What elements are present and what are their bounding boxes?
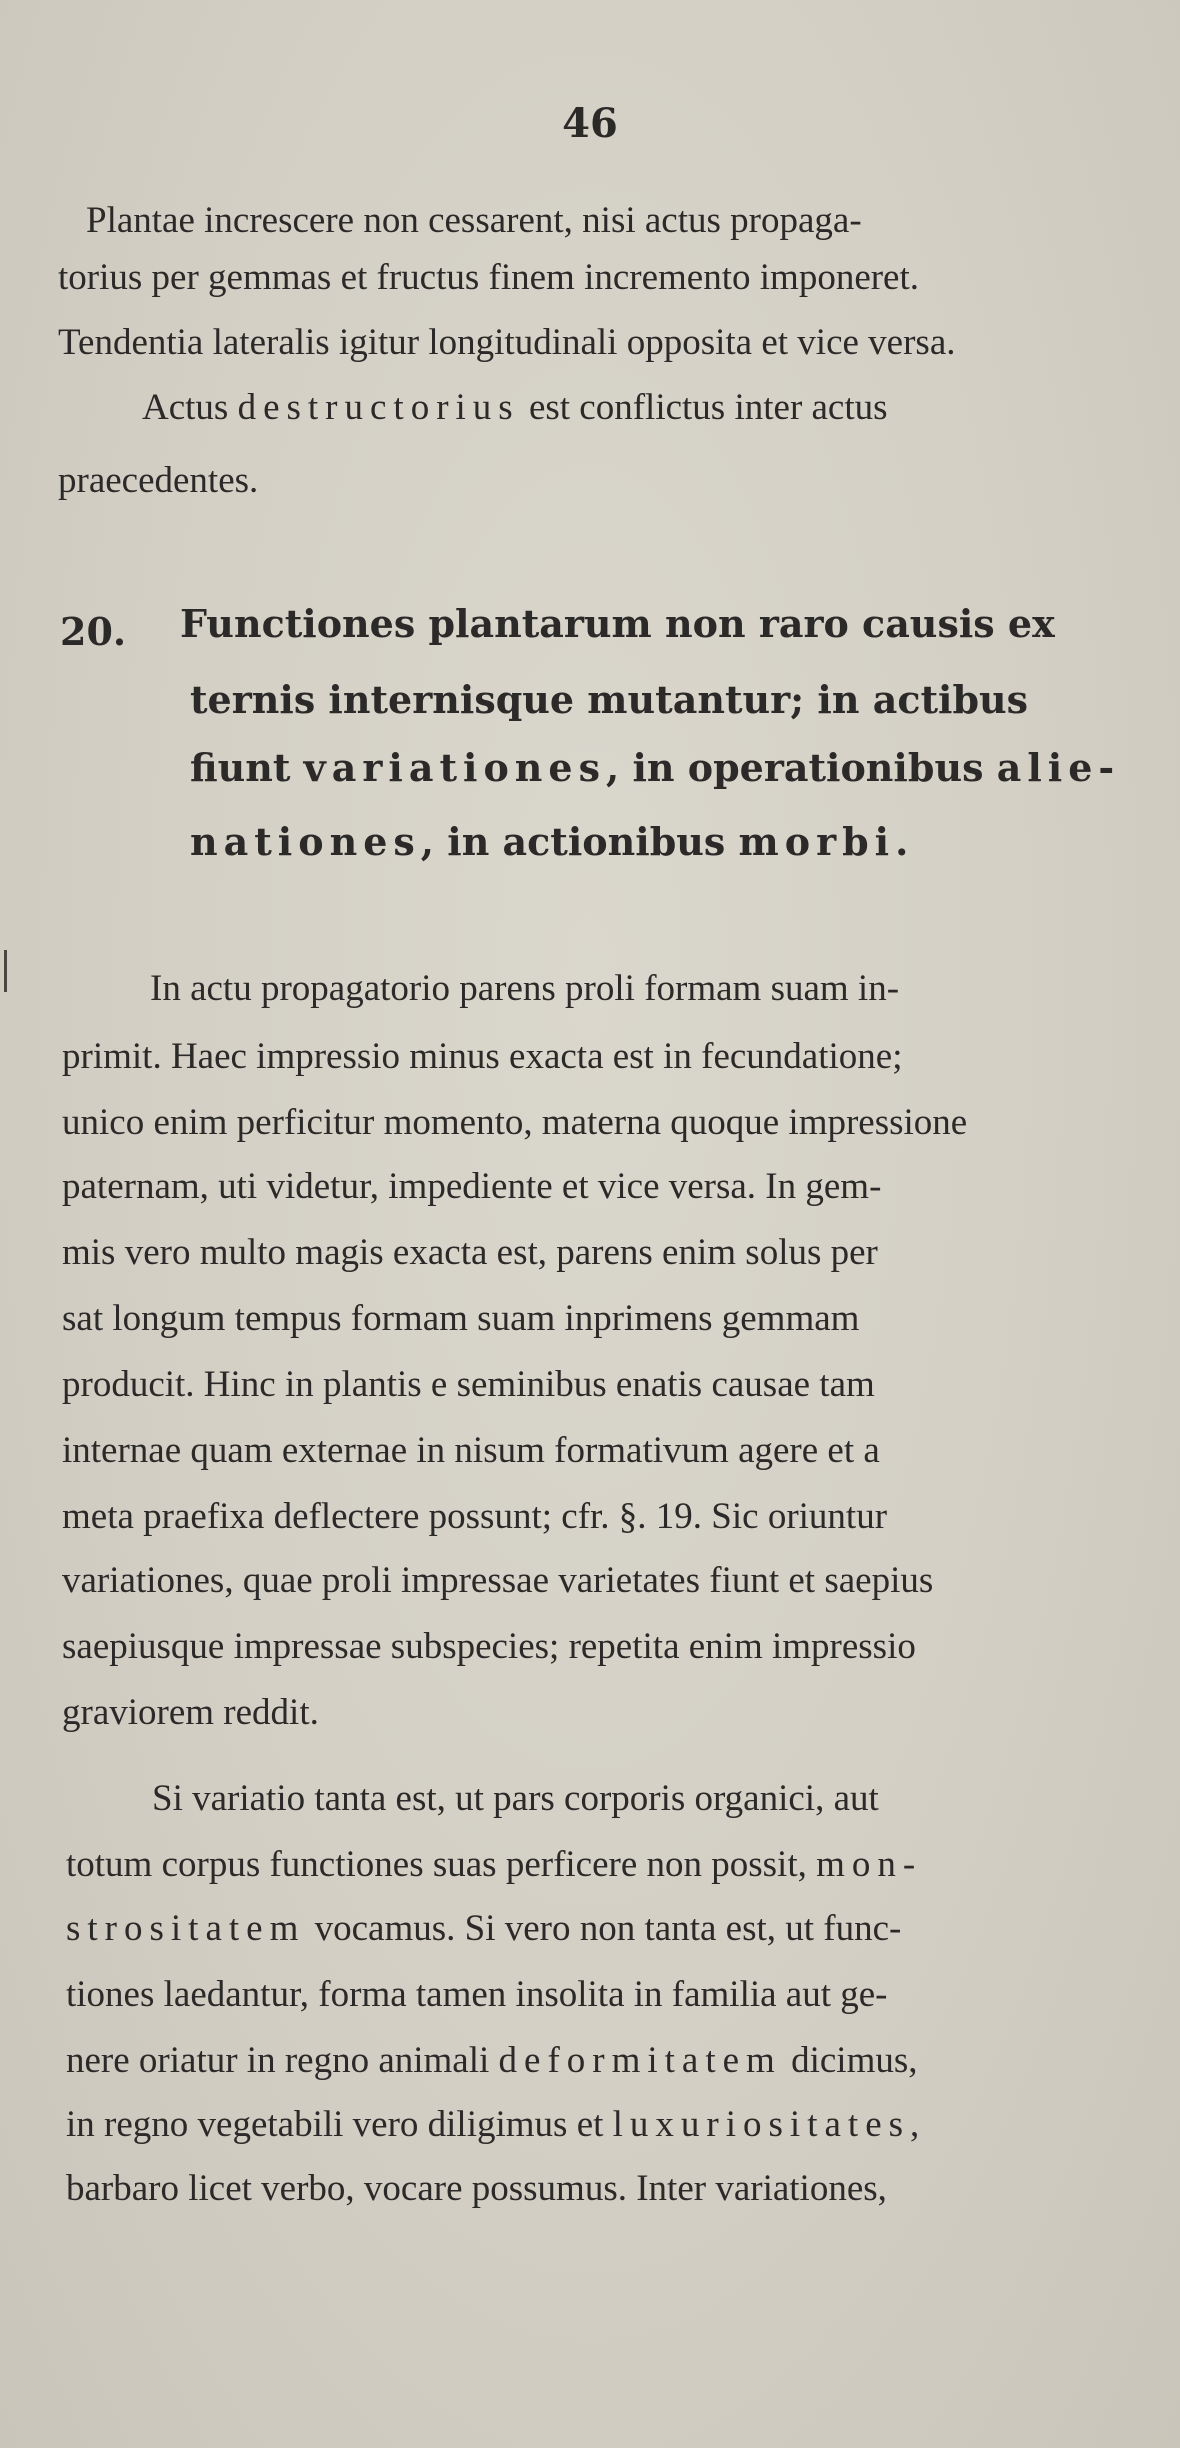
spaced-term: strositatem [66, 1908, 306, 1949]
text-line: tiones laedantur, forma tamen insolita in familia aut ge- [66, 1974, 888, 2015]
text-run: totum corpus functiones suas perficere non possit, [66, 1844, 817, 1885]
text-line: paternam, uti videtur, impediente et vice versa. In gem- [62, 1166, 882, 1207]
text-run: dicimus, [781, 2040, 918, 2081]
spaced-term: destructorius [237, 387, 520, 428]
spaced-term: deformitatem [498, 2040, 782, 2081]
spaced-term: mon- [816, 1844, 923, 1885]
section-heading-line [190, 744, 1120, 792]
text-line: unico enim perficitur momento, materna quoque impressione [62, 1102, 968, 1143]
section-heading-line: ternis internisque mutantur; in actibus [190, 677, 1029, 722]
text-run: , in operationibus [605, 745, 997, 790]
text-run: fiunt [190, 745, 304, 790]
text-line: saepiusque impressae subspecies; repetita enim impressio [62, 1626, 916, 1667]
text-line [142, 385, 888, 431]
text-run: , [910, 2104, 920, 2145]
text-line-content: Plantae increscere non cessarent, nisi actus propaga- [86, 200, 862, 241]
text-line [66, 1906, 901, 1952]
text-line [66, 1842, 922, 1888]
text-line [66, 2102, 919, 2148]
section-number: 20. [60, 609, 127, 654]
text-line: sat longum tempus formam suam inprimens gemmam [62, 1298, 860, 1339]
text-line [66, 2038, 918, 2084]
spaced-term: variationes [303, 745, 606, 790]
spaced-term: alie- [996, 745, 1121, 790]
spaced-term: morbi [738, 819, 896, 864]
text-line: barbaro licet verbo, vocare possumus. Inter variationes, [66, 2168, 887, 2209]
section-heading-line: Functiones plantarum non raro causis ex [180, 601, 1055, 646]
text-line: In actu propagatorio parens proli formam suam in- [150, 968, 900, 1009]
text-line: internae quam externae in nisum formativum agere et a [62, 1430, 880, 1471]
text-line: Si variatio tanta est, ut pars corporis organici, aut [152, 1778, 879, 1819]
page-number: 46 [562, 100, 618, 147]
text-run: est conflictus inter actus [519, 387, 888, 428]
text-run: . [895, 819, 909, 864]
text-line: torius per gemmas et fructus finem incremento imponeret. [58, 257, 920, 298]
text-run: vocamus. Si vero non tanta est, ut func- [305, 1908, 902, 1949]
text-run: , in actionibus [420, 819, 739, 864]
section-heading-line [190, 818, 908, 866]
text-line: primit. Haec impressio minus exacta est in fecundatione; [62, 1036, 903, 1077]
text-line: graviorem reddit. [62, 1692, 319, 1733]
text-run: nere oriatur in regno animali [66, 2040, 499, 2081]
text-line: praecedentes. [58, 460, 259, 501]
text-line: meta praefixa deflectere possunt; cfr. §. 19. Sic oriuntur [62, 1496, 888, 1537]
spaced-term: luxuriositates [612, 2104, 911, 2145]
text-run: Actus [142, 387, 238, 428]
text-line: Tendentia lateralis igitur longitudinali opposita et vice versa. [58, 322, 956, 363]
text-line [86, 198, 1149, 244]
text-line: variationes, quae proli impressae varietates fiunt et saepius [62, 1560, 934, 1601]
margin-mark [4, 950, 7, 992]
text-line: mis vero multo magis exacta est, parens enim solus per [62, 1232, 878, 1273]
text-line: producit. Hinc in plantis e seminibus enatis causae tam [62, 1364, 875, 1405]
text-run: in regno vegetabili vero diligimus et [66, 2104, 613, 2145]
spaced-term: nationes [190, 819, 421, 864]
